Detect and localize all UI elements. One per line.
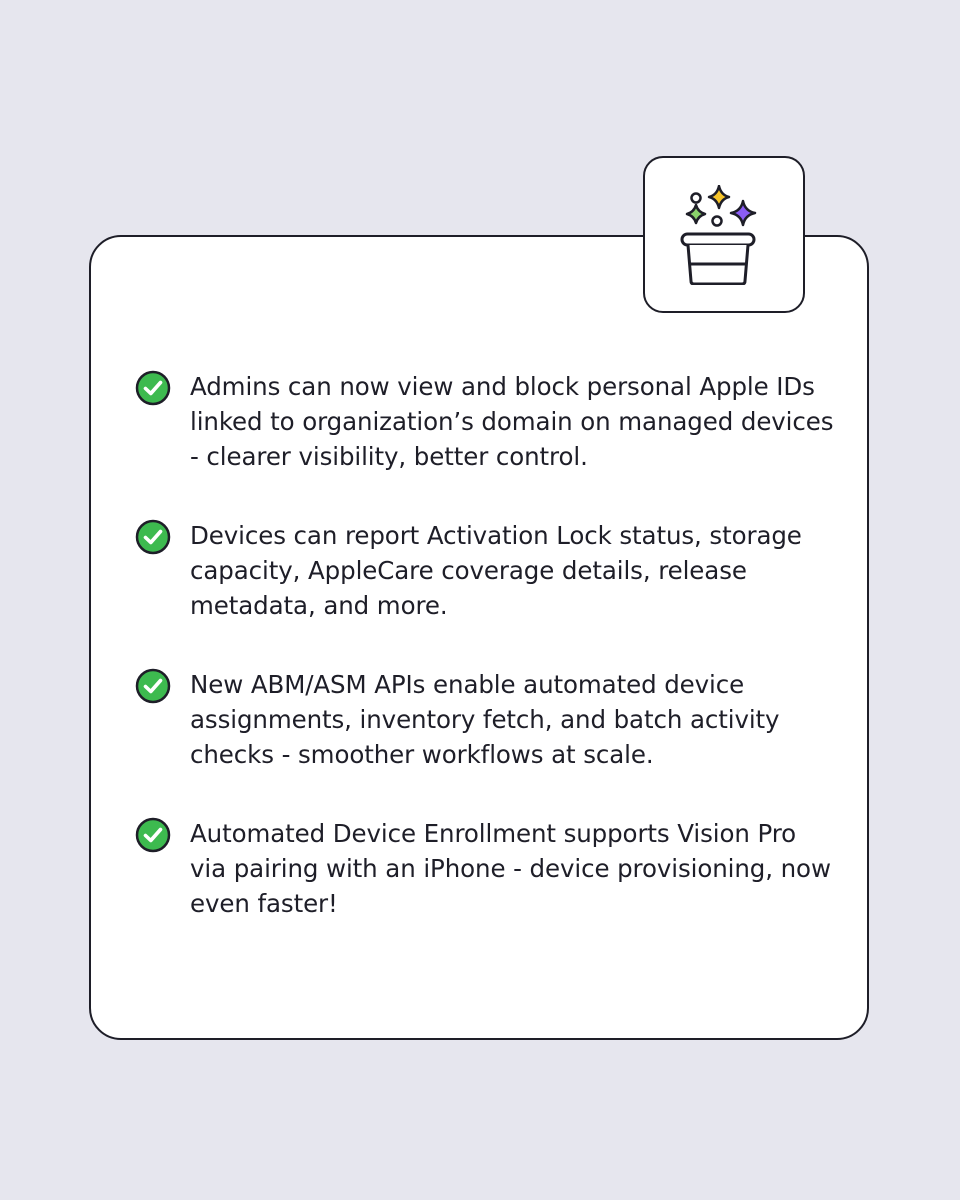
list-item	[135, 518, 835, 623]
item-text: New ABM/ASM APIs enable automated device assignments, inventory fetch, and batch activity checks - smoother workflows at scale.	[190, 670, 780, 769]
item-text: Admins can now view and block personal Apple IDs linked to organization’s domain on managed devices - clearer visibility, better control.	[190, 372, 834, 471]
feature-list	[135, 369, 835, 965]
item-text: Automated Device Enrollment supports Vision Pro via pairing with an iPhone - device provisioning, now even faster!	[190, 819, 831, 918]
check-circle-icon	[135, 817, 171, 853]
check-circle-icon	[135, 668, 171, 704]
item-text: Devices can report Activation Lock status, storage capacity, AppleCare coverage details, release metadata, and more.	[190, 521, 802, 620]
magic-hat-badge	[643, 156, 805, 313]
list-item	[135, 369, 835, 474]
check-circle-icon	[135, 370, 171, 406]
magic-hat-icon	[679, 185, 769, 285]
check-circle-icon	[135, 519, 171, 555]
list-item	[135, 816, 835, 921]
list-item	[135, 667, 835, 772]
